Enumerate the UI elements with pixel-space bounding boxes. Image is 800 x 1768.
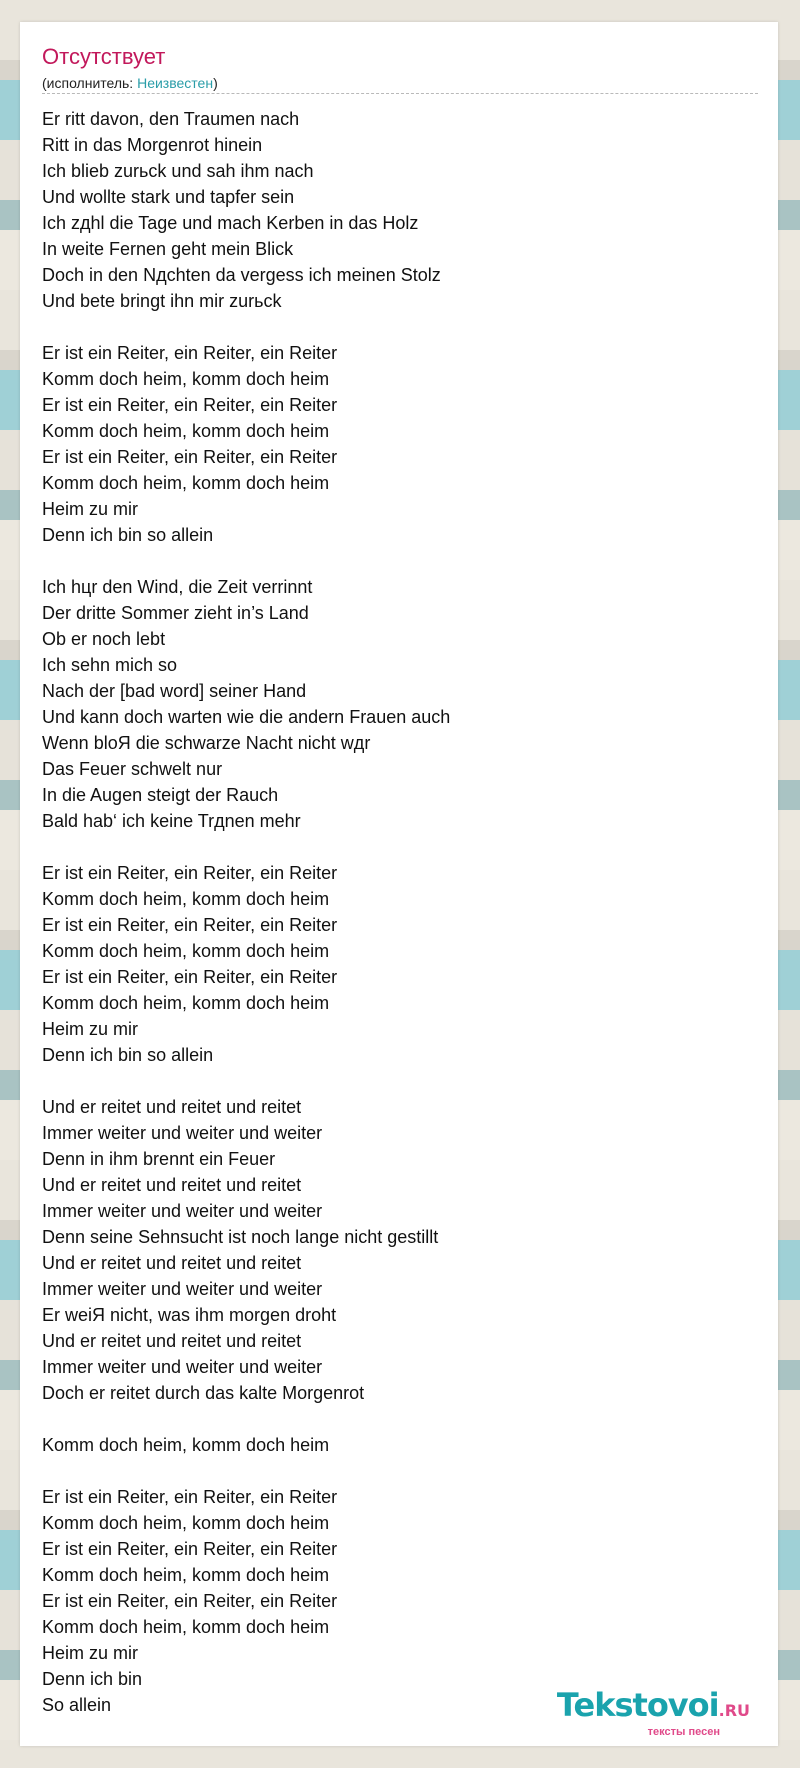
lyric-line: Komm doch heim, komm doch heim (42, 941, 330, 961)
lyric-line: Komm doch heim, komm doch heim (42, 889, 330, 909)
lyric-line: Und er reitet und reitet und reitet (42, 1097, 302, 1117)
lyric-line: Bald hab‘ ich keine Trдnen mehr (42, 811, 301, 831)
lyric-line: Denn ich bin so allein (42, 525, 214, 545)
song-title: Отсутствует (42, 44, 166, 69)
lyric-line: Er ist ein Reiter, ein Reiter, ein Reiter (42, 967, 338, 987)
lyric-line: Und bete bringt ihn mir zurьck (42, 291, 282, 311)
logo-wordmark (557, 1688, 750, 1728)
lyric-line: Und wollte stark und tapfer sein (42, 187, 295, 207)
lyric-line: Heim zu mir (42, 1643, 139, 1663)
lyric-line: Das Feuer schwelt nur (42, 759, 223, 779)
lyric-line: Und er reitet und reitet und reitet (42, 1331, 302, 1351)
stanza-break (42, 834, 450, 860)
lyric-line: Komm doch heim, komm doch heim (42, 473, 330, 493)
lyric-line: Heim zu mir (42, 499, 139, 519)
artist-line (42, 74, 218, 92)
lyric-line: So allein (42, 1695, 112, 1715)
lyric-line: Ob er noch lebt (42, 629, 166, 649)
lyric-line: Und kann doch warten wie die andern Frauen auch (42, 707, 451, 727)
lyric-line: Er ritt davon, den Traumen nach (42, 109, 300, 129)
logo-tagline: тексты песен (647, 1726, 720, 1738)
logo-domain: .RU (718, 1701, 750, 1720)
lyric-line: Komm doch heim, komm doch heim (42, 1435, 330, 1455)
lyric-line: Ich zдhl die Tage und mach Kerben in das Holz (42, 213, 419, 233)
lyric-line: Und er reitet und reitet und reitet (42, 1175, 302, 1195)
lyric-line: Er weiЯ nicht, was ihm morgen droht (42, 1305, 337, 1325)
lyric-line: Der dritte Sommer zieht in’s Land (42, 603, 309, 623)
lyrics-body (42, 106, 450, 1718)
stanza-break (42, 1458, 450, 1484)
lyric-line: Komm doch heim, komm doch heim (42, 421, 330, 441)
lyric-line: Ich hцr den Wind, die Zeit verrinnt (42, 577, 313, 597)
lyric-line: Und er reitet und reitet und reitet (42, 1253, 302, 1273)
lyric-line: Er ist ein Reiter, ein Reiter, ein Reiter (42, 1591, 338, 1611)
site-logo[interactable] (557, 1688, 750, 1738)
lyric-line: Komm doch heim, komm doch heim (42, 993, 330, 1013)
stanza-break (42, 1068, 450, 1094)
lyric-line: Ich sehn mich so (42, 655, 178, 675)
lyric-line: Immer weiter und weiter und weiter (42, 1279, 323, 1299)
lyric-line: Heim zu mir (42, 1019, 139, 1039)
lyric-line: Denn ich bin (42, 1669, 143, 1689)
lyric-line: Nach der [bad word] seiner Hand (42, 681, 307, 701)
lyric-line: Komm doch heim, komm doch heim (42, 369, 330, 389)
lyric-line: Denn seine Sehnsucht ist noch lange nicht gestillt (42, 1227, 439, 1247)
lyric-line: In weite Fernen geht mein Blick (42, 239, 294, 259)
lyric-line: Komm doch heim, komm doch heim (42, 1513, 330, 1533)
title-divider (42, 93, 758, 94)
stanza-break (42, 314, 450, 340)
lyric-line: Ich blieb zurьck und sah ihm nach (42, 161, 314, 181)
lyrics-card (20, 22, 778, 1746)
artist-link[interactable]: Неизвестен (137, 75, 214, 91)
lyric-line: Immer weiter und weiter und weiter (42, 1123, 323, 1143)
lyric-line: Er ist ein Reiter, ein Reiter, ein Reiter (42, 343, 338, 363)
lyric-line: Ritt in das Morgenrot hinein (42, 135, 263, 155)
lyric-line: Er ist ein Reiter, ein Reiter, ein Reiter (42, 447, 338, 467)
lyric-line: Er ist ein Reiter, ein Reiter, ein Reiter (42, 1487, 338, 1507)
lyric-line: Doch er reitet durch das kalte Morgenrot (42, 1383, 365, 1403)
artist-suffix: ) (213, 75, 218, 91)
lyric-line: Komm doch heim, komm doch heim (42, 1565, 330, 1585)
lyric-line: Er ist ein Reiter, ein Reiter, ein Reiter (42, 863, 338, 883)
lyric-line: Er ist ein Reiter, ein Reiter, ein Reiter (42, 1539, 338, 1559)
lyric-line: Er ist ein Reiter, ein Reiter, ein Reiter (42, 395, 338, 415)
lyric-line: Wenn bloЯ die schwarze Nacht nicht wдr (42, 733, 371, 753)
lyric-line: Immer weiter und weiter und weiter (42, 1201, 323, 1221)
lyric-line: In die Augen steigt der Rauch (42, 785, 279, 805)
lyric-line: Denn in ihm brennt ein Feuer (42, 1149, 276, 1169)
lyric-line: Immer weiter und weiter und weiter (42, 1357, 323, 1377)
lyric-line: Er ist ein Reiter, ein Reiter, ein Reiter (42, 915, 338, 935)
stanza-break (42, 548, 450, 574)
lyric-line: Denn ich bin so allein (42, 1045, 214, 1065)
logo-main-text: Tekstovoi (556, 1686, 719, 1724)
lyric-line: Komm doch heim, komm doch heim (42, 1617, 330, 1637)
lyric-line: Doch in den Nдchten da vergess ich meinen Stolz (42, 265, 441, 285)
stanza-break (42, 1406, 450, 1432)
artist-prefix: (исполнитель: (42, 75, 138, 91)
